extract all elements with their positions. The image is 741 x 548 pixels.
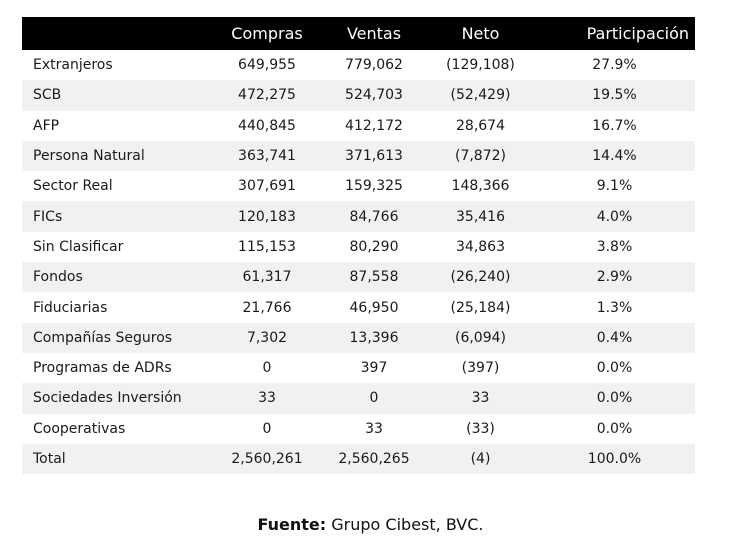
cell-category: Compañías Seguros	[22, 323, 213, 353]
cell-category: Cooperativas	[22, 414, 213, 444]
cell-neto: (25,184)	[427, 292, 534, 322]
cell-participacion: 0.0%	[534, 414, 695, 444]
cell-category: Sector Real	[22, 171, 213, 201]
table-row	[22, 141, 695, 171]
cell-compras: 649,955	[213, 50, 321, 80]
cell-participacion: 19.5%	[534, 80, 695, 110]
header-cell-ventas: Ventas	[321, 17, 427, 50]
cell-category: Persona Natural	[22, 141, 213, 171]
cell-ventas: 412,172	[321, 111, 427, 141]
source-note	[0, 515, 741, 534]
header-cell-compras: Compras	[213, 17, 321, 50]
cell-neto: (33)	[427, 414, 534, 444]
table-row	[22, 80, 695, 110]
cell-compras: 0	[213, 414, 321, 444]
table-row	[22, 383, 695, 413]
table-body	[22, 50, 695, 474]
cell-ventas: 524,703	[321, 80, 427, 110]
cell-participacion: 0.0%	[534, 383, 695, 413]
cell-category: Programas de ADRs	[22, 353, 213, 383]
cell-category: Extranjeros	[22, 50, 213, 80]
cell-neto: (6,094)	[427, 323, 534, 353]
header-cell-neto: Neto	[427, 17, 534, 50]
cell-category: Sin Clasificar	[22, 232, 213, 262]
cell-compras: 7,302	[213, 323, 321, 353]
cell-ventas: 397	[321, 353, 427, 383]
cell-neto: (397)	[427, 353, 534, 383]
cell-compras: 472,275	[213, 80, 321, 110]
table-total-row	[22, 444, 695, 474]
cell-compras: 440,845	[213, 111, 321, 141]
cell-compras: 120,183	[213, 201, 321, 231]
cell-neto: 35,416	[427, 201, 534, 231]
cell-neto: (4)	[427, 444, 534, 474]
cell-compras: 21,766	[213, 292, 321, 322]
cell-ventas: 46,950	[321, 292, 427, 322]
cell-ventas: 13,396	[321, 323, 427, 353]
cell-neto: 34,863	[427, 232, 534, 262]
cell-participacion: 27.9%	[534, 50, 695, 80]
cell-neto: (129,108)	[427, 50, 534, 80]
cell-neto: 28,674	[427, 111, 534, 141]
cell-ventas: 159,325	[321, 171, 427, 201]
cell-ventas: 0	[321, 383, 427, 413]
cell-participacion: 16.7%	[534, 111, 695, 141]
cell-category: SCB	[22, 80, 213, 110]
cell-ventas: 84,766	[321, 201, 427, 231]
cell-compras: 0	[213, 353, 321, 383]
cell-compras: 115,153	[213, 232, 321, 262]
cell-ventas: 87,558	[321, 262, 427, 292]
cell-compras: 307,691	[213, 171, 321, 201]
table-row	[22, 171, 695, 201]
cell-category: Fondos	[22, 262, 213, 292]
header-cell-participacion: Participación	[534, 17, 695, 50]
table-row	[22, 414, 695, 444]
cell-ventas: 779,062	[321, 50, 427, 80]
cell-compras: 2,560,261	[213, 444, 321, 474]
cell-category: Sociedades Inversión	[22, 383, 213, 413]
cell-neto: 33	[427, 383, 534, 413]
table-row	[22, 353, 695, 383]
cell-ventas: 33	[321, 414, 427, 444]
cell-neto: (7,872)	[427, 141, 534, 171]
cell-neto: (26,240)	[427, 262, 534, 292]
cell-participacion: 3.8%	[534, 232, 695, 262]
cell-category: AFP	[22, 111, 213, 141]
cell-compras: 33	[213, 383, 321, 413]
cell-participacion: 2.9%	[534, 262, 695, 292]
cell-ventas: 80,290	[321, 232, 427, 262]
table-row	[22, 232, 695, 262]
cell-ventas: 2,560,265	[321, 444, 427, 474]
cell-participacion: 9.1%	[534, 171, 695, 201]
source-label: Fuente:	[257, 515, 327, 534]
table-row	[22, 111, 695, 141]
cell-neto: (52,429)	[427, 80, 534, 110]
investor-flows-table	[22, 17, 695, 474]
cell-neto: 148,366	[427, 171, 534, 201]
cell-compras: 363,741	[213, 141, 321, 171]
table-row	[22, 201, 695, 231]
table-row	[22, 50, 695, 80]
cell-participacion: 1.3%	[534, 292, 695, 322]
table-header-row	[22, 17, 695, 50]
source-text: Grupo Cibest, BVC.	[331, 515, 484, 534]
cell-category: Fiduciarias	[22, 292, 213, 322]
cell-category: Total	[22, 444, 213, 474]
header-cell-category	[22, 17, 213, 50]
cell-participacion: 100.0%	[534, 444, 695, 474]
cell-compras: 61,317	[213, 262, 321, 292]
table-row	[22, 262, 695, 292]
cell-participacion: 14.4%	[534, 141, 695, 171]
table-row	[22, 323, 695, 353]
cell-participacion: 0.4%	[534, 323, 695, 353]
cell-category: FICs	[22, 201, 213, 231]
cell-participacion: 4.0%	[534, 201, 695, 231]
cell-ventas: 371,613	[321, 141, 427, 171]
cell-participacion: 0.0%	[534, 353, 695, 383]
table-row	[22, 292, 695, 322]
